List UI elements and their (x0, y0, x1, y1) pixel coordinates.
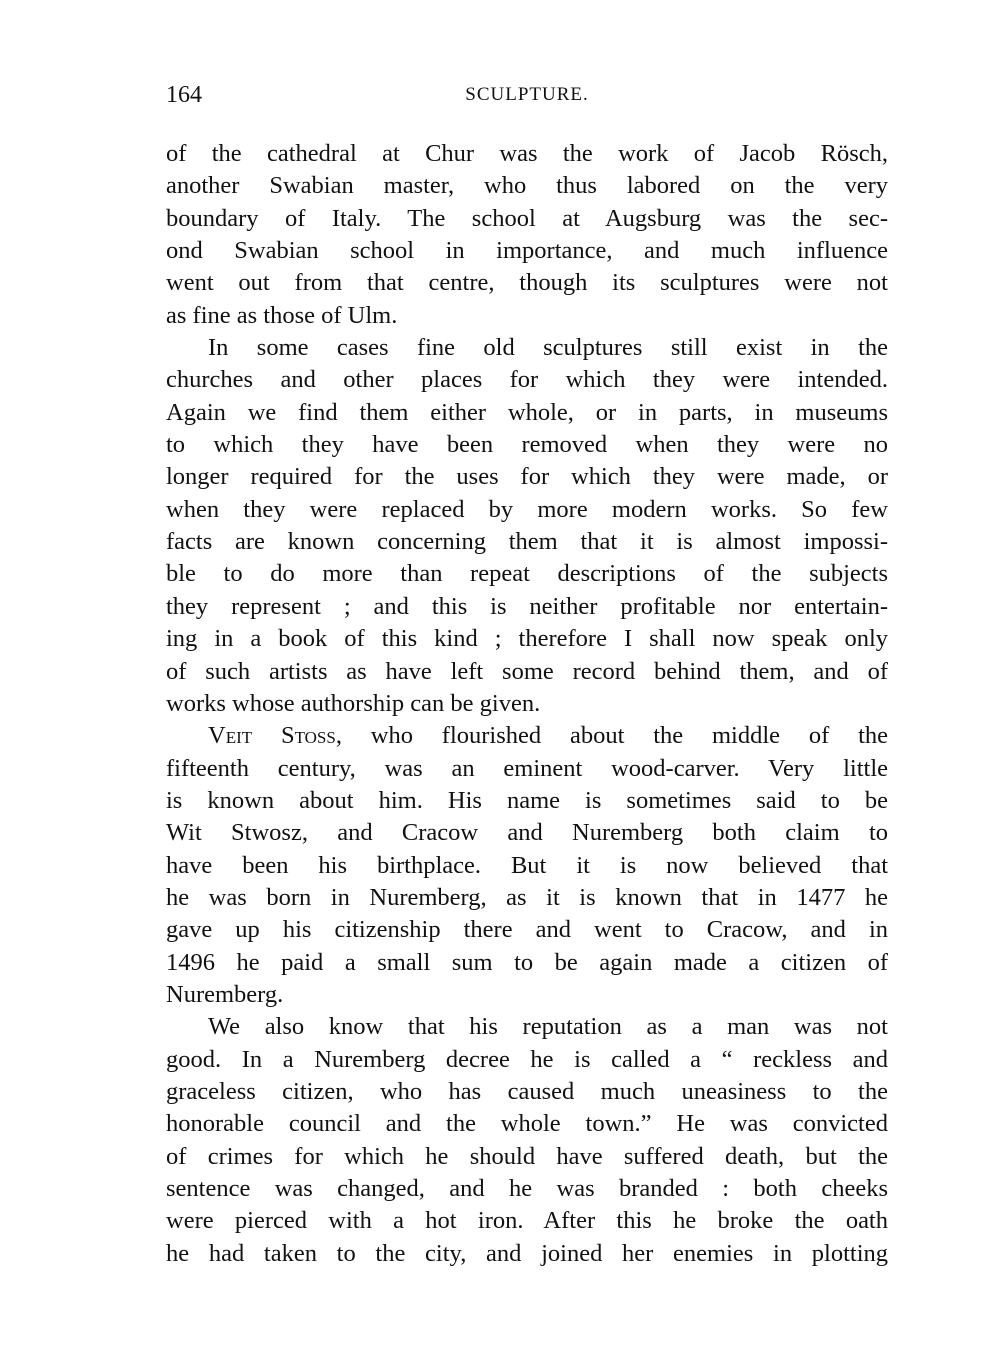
paragraph (166, 1011, 888, 1270)
text-line: to which they have been removed when they were no (166, 431, 888, 459)
text-line: Nuremberg. (166, 980, 284, 1008)
text-line: is known about him. His name is sometimes said to be (166, 786, 888, 814)
page-body (166, 138, 888, 1270)
text-line: We also know that his reputation as a man was not (208, 1013, 888, 1041)
text-line: ble to do more than repeat descriptions of the subjects (166, 560, 888, 588)
page-number: 164 (166, 82, 202, 108)
text-line: In some cases fine old sculptures still exist in the (208, 334, 888, 362)
text-line: as fine as those of Ulm. (166, 301, 398, 329)
text-line: were pierced with a hot iron. After this he broke the oath (166, 1207, 888, 1235)
text-line: ing in a book of this kind ; therefore I shall now speak only (166, 625, 888, 653)
text-line: fifteenth century, was an eminent wood-carver. Very little (166, 754, 888, 782)
text-line: churches and other places for which they were intended. (166, 366, 888, 394)
text-line: they represent ; and this is neither profitable nor entertain- (166, 592, 888, 620)
text-line: have been his birthplace. But it is now believed that (166, 851, 888, 879)
text-line: of crimes for which he should have suffered death, but the (166, 1142, 888, 1170)
text-line: he was born in Nuremberg, as it is known that in 1477 he (166, 883, 888, 911)
text-line: works whose authorship can be given. (166, 689, 541, 717)
text-line: good. In a Nuremberg decree he is called a “ reckless and (166, 1045, 888, 1073)
text-line: Wit Stwosz, and Cracow and Nuremberg both claim to (166, 819, 888, 847)
text-line: boundary of Italy. The school at Augsburg was the sec- (166, 204, 888, 232)
paragraph (166, 332, 888, 720)
text-line: 1496 he paid a small sum to be again made a citizen of (166, 948, 888, 976)
text-line: of the cathedral at Chur was the work of Jacob Rösch, (166, 140, 888, 167)
page-header (166, 82, 888, 116)
text-line: graceless citizen, who has caused much uneasiness to the (166, 1077, 888, 1105)
text-line: another Swabian master, who thus labored on the very (166, 172, 888, 200)
text-line: ond Swabian school in importance, and much influence (166, 237, 888, 265)
text-line: longer required for the uses for which they were made, or (166, 463, 888, 491)
text-line: of such artists as have left some record behind them, and of (166, 657, 888, 685)
text-line: when they were replaced by more modern works. So few (166, 495, 888, 523)
text-line: Again we find them either whole, or in parts, in museums (166, 398, 888, 426)
paragraph (166, 138, 888, 332)
text-line: Veit Stoss, who flourished about the middle of the (208, 722, 889, 750)
text-line: honorable council and the whole town.” He was convicted (166, 1110, 888, 1138)
text-line: facts are known concerning them that it is almost impossi- (166, 528, 888, 556)
text-line: went out from that centre, though its sculptures were not (166, 269, 888, 297)
artist-name: Veit Stoss (208, 722, 336, 750)
text-line: sentence was changed, and he was branded : both cheeks (166, 1175, 888, 1202)
running-title: SCULPTURE. (465, 84, 589, 105)
paragraph (166, 720, 888, 1011)
text-line: gave up his citizenship there and went to Cracow, and in (166, 916, 888, 944)
text-line: he had taken to the city, and joined her enemies in plotting (166, 1239, 888, 1267)
